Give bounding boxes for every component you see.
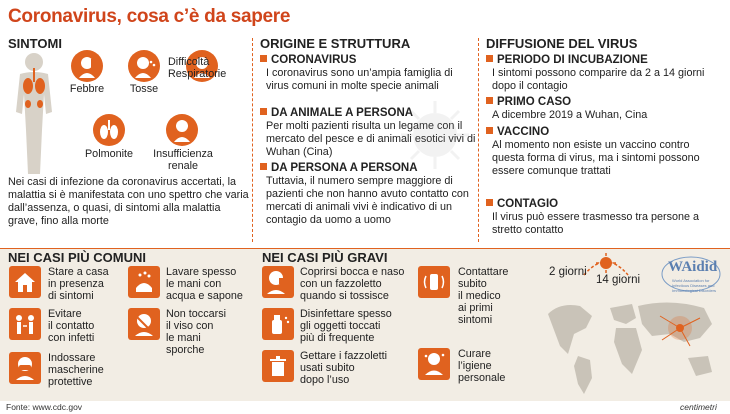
hand-wash-icon (128, 266, 160, 298)
page-title: Coronavirus, cosa c’è da sapere (8, 6, 291, 27)
origine-block-text-coronavirus: I coronavirus sono un’ampia famiglia di virus comuni in molte specie animali (266, 67, 453, 92)
gravi-label-gettare: Gettare i fazzoletti usati subito dopo l’uso (300, 350, 388, 386)
mask-icon (9, 352, 41, 384)
symptom-label-tosse: Tosse (129, 83, 159, 95)
face-touch-icon (128, 308, 160, 340)
comuni-label-lavare: Lavare spesso le mani con acqua e sapone (166, 266, 243, 302)
symptom-label-insufficienza: Insufficienza renale (153, 148, 213, 172)
comuni-label-casa: Stare a casa in presenza di sintomi (48, 266, 109, 302)
sintomi-heading: SINTOMI (8, 36, 62, 51)
waidid-logo-subtitle: World Association for Infectious Diseases and Immunological Disorders (672, 278, 717, 293)
diffusione-block-title-incubazione: PERIODO DI INCUBAZIONE (486, 54, 648, 66)
diffusione-block-text-contagio: Il virus può essere trasmesso tra persone a stretto contatto (492, 211, 700, 236)
disinfect-icon (262, 308, 294, 340)
diffusione-block-title-vaccino: VACCINO (486, 126, 549, 138)
origine-block-title-persona: DA PERSONA A PERSONA (260, 162, 418, 174)
gravi-label-coprirsi: Coprirsi bocca e naso con un fazzoletto quando si tossisce (300, 266, 405, 302)
diffusione-block-text-primo: A dicembre 2019 a Wuhan, Cina (492, 109, 648, 121)
gravi-label-curare: Curare l’igiene personale (458, 348, 506, 384)
gravi-label-disinfettare: Disinfettare spesso gli oggetti toccati più di frequente (300, 308, 392, 344)
diffusione-heading: DIFFUSIONE DEL VIRUS (486, 36, 638, 51)
waidid-logo-text: WAidid (668, 259, 718, 275)
comuni-label-mascherine: Indossare mascherine protettive (48, 352, 104, 388)
source-note: Fonte: www.cdc.gov (6, 402, 83, 412)
comuni-heading: NEI CASI PIÙ COMUNI (8, 250, 146, 265)
gravi-label-contattare: Contattare subito il medico ai primi sintomi (458, 266, 509, 326)
comuni-label-evitare: Evitare il contatto con infetti (48, 308, 95, 344)
cover-cough-icon (262, 266, 294, 298)
origine-block-text-animale: Per molti pazienti risulta un legame con il mercato del pesce e di animali esotici vivi di Wuhan (Cina) (266, 120, 476, 158)
diffusione-block-text-incubazione: I sintomi possono comparire da 2 a 14 giorni dopo il contagio (492, 67, 705, 92)
human-body-illustration (6, 50, 62, 176)
lungs-icon (93, 114, 125, 146)
origine-block-text-persona: Tuttavia, il numero sempre maggiore di pazienti che non hanno avuto contatto con mercati di animali vivi è indicativo di un contagio da uomo a uomo (266, 175, 469, 226)
avoid-contact-icon (9, 308, 41, 340)
credit-logo: centimetri (680, 402, 717, 412)
origine-heading: ORIGINE E STRUTTURA (260, 36, 411, 51)
timeline-start-label: 2 giorni (549, 266, 587, 278)
divider-2 (478, 38, 479, 242)
kidney-icon (166, 114, 198, 146)
fever-icon (71, 50, 103, 82)
symptom-label-polmonite: Polmonite (84, 148, 133, 160)
gravi-heading: NEI CASI PIÙ GRAVI (262, 250, 388, 265)
diffusione-block-title-contagio: CONTAGIO (486, 198, 558, 210)
cough-icon (128, 50, 160, 82)
phone-icon (418, 266, 450, 298)
divider-1 (252, 38, 253, 242)
hygiene-icon (418, 348, 450, 380)
symptom-label-febbre: Febbre (69, 83, 105, 95)
sintomi-text: Nei casi di infezione da coronavirus accertati, la malattia si è manifestata con uno spettro che varia dall’assenza, o quasi, di sintomi alla malattia grave, fino alla morte (8, 176, 249, 227)
diffusione-block-text-vaccino: Al momento non esiste un vaccino contro questa forma di virus, ma i sintomi possono essere comunque trattati (492, 139, 700, 177)
home-icon (9, 266, 41, 298)
timeline-end-label: 14 giorni (596, 274, 641, 286)
symptom-label-difficolta: Difficoltà Respiratorie (168, 56, 227, 80)
origine-block-title-coronavirus: CORONAVIRUS (260, 54, 356, 66)
diffusione-block-title-primo: PRIMO CASO (486, 96, 571, 108)
virus-illustration (395, 95, 475, 175)
comuni-label-toccarsi: Non toccarsi il viso con le mani sporche (166, 308, 227, 356)
world-map (540, 294, 724, 398)
origine-block-title-animale: DA ANIMALE A PERSONA (260, 107, 413, 119)
trash-icon (262, 350, 294, 382)
